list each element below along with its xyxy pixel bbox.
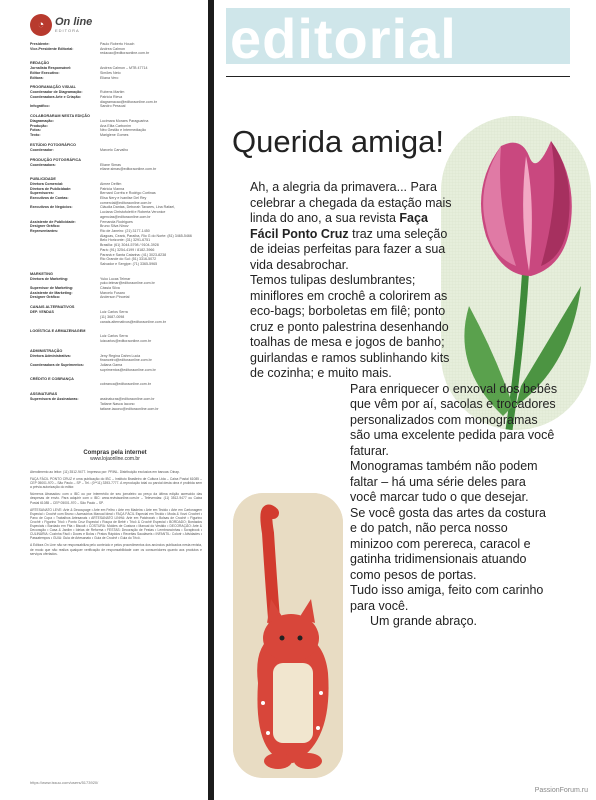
credit-role: Designer Gráfico:: [30, 295, 61, 300]
credit-name: Alagoas, Ceará, Paraíba, Rio G do Norte: (81) 3465-5466: [100, 233, 192, 238]
credits-section-heading: ADMINISTRAÇÃO: [30, 348, 63, 353]
credit-name: cobranca@editoraonline.com.br: [100, 382, 151, 387]
paragraph-3: Para enriquecer o enxoval dos bebês que vêm por aí, sacolas e trocadores personalizados com monogramas são uma excelente pedida para você faturar.: [350, 381, 558, 458]
logo-subtext: EDITORA: [55, 28, 80, 33]
credit-role: [30, 167, 100, 172]
fabric-cat-image: [233, 493, 343, 778]
watermark: PassionForum.ru: [534, 787, 588, 794]
credit-name: comercial@editoraonline.com.br: [100, 200, 152, 205]
credit-role: Supervisora de Assinaturas:: [30, 397, 79, 402]
credit-role: Diagramação:: [30, 119, 54, 124]
credit-name: Bruno Silva Ninov: [100, 224, 129, 229]
credit-role: Assistente de Publicidade:: [30, 219, 76, 224]
credit-role: [30, 382, 100, 387]
credits-section-heading: ESTÚDIO FOTOGRÁFICO: [30, 142, 76, 147]
credit-role: Executivos de Negócios:: [30, 205, 73, 210]
credit-name: Yuko Lucas Telmar: [100, 276, 131, 281]
credit-role: [30, 407, 100, 412]
credit-name: Juliana Gama: [100, 363, 123, 368]
credits-section-heading: PUBLICIDADE: [30, 176, 56, 181]
credit-row: [30, 167, 200, 172]
credit-row: [30, 368, 200, 373]
credit-row: [30, 76, 200, 81]
section-title: editorial: [230, 7, 457, 70]
credit-role: Diretora Administrativa:: [30, 353, 71, 358]
credit-name: tatiane.iacono@editoraonline.com.br: [100, 406, 159, 411]
paragraph-1-text: Ah, a alegria da primavera... Para celebrar a chegada da estação mais linda do ano, a sua revista Faça Fácil Ponto Cruz traz uma seleção de ideias perfeitas para fazer a sua vida desabrochar.: [250, 180, 452, 272]
online-shop-label: Compras pela internet: [83, 450, 147, 456]
paragraph-1: [232, 180, 456, 273]
credit-name: Luciana Christofoletti e Roberta Veronice: [100, 210, 166, 215]
logo-mark-icon: ◔: [30, 14, 52, 36]
credit-role: Presidente:: [30, 42, 50, 46]
credit-role: Diretora de Marketing:: [30, 276, 69, 281]
credits-section-heading: REDAÇÃO: [30, 61, 50, 66]
credit-name: Bernard Corrêa e Rodrigo Cortinas: [100, 191, 156, 196]
credit-name: yuko.telmar@editoraonline.com.br: [100, 281, 155, 286]
credit-role: [30, 368, 100, 373]
credit-row: [30, 295, 200, 300]
credit-role: Diretora de Publicidade:: [30, 186, 72, 191]
credit-role: Produção:: [30, 123, 48, 128]
credit-name: Mariglene Gomes: [100, 133, 129, 138]
credit-row: [30, 382, 200, 387]
credit-name: Belo Horizonte: (31) 3291-6751: [100, 238, 151, 243]
credit-name: Patricia Vianna: [100, 186, 125, 191]
fineprint-paragraph: FAÇA FÁCIL PONTO CRUZ é uma publicação do IBC – Instituto Brasileiro de Cultura Ltda – Caixa Postal 61085 – CEP 05001-970 – São Paulo – SP – Tel.: (0**11) 3393-7777. A reprodução total ou parcial desta obra é proibida sem a prévia autorização do editor.: [30, 477, 202, 490]
credit-name: (11) 3687-0098: [100, 314, 125, 319]
credit-role: [30, 320, 100, 325]
publisher-logo: [30, 14, 110, 38]
credit-role: [30, 339, 100, 344]
credit-row: [30, 51, 200, 56]
credit-name: Marcelo Fusaro: [100, 290, 125, 295]
credit-name: Ana Elita Carbonim: [100, 123, 131, 128]
credit-role: DEP. VENDAS: [30, 310, 54, 315]
credit-role: Diretora Comercial:: [30, 181, 64, 186]
credit-row: [30, 148, 200, 153]
credit-name: financeiro@editoraonline.com.br: [100, 358, 152, 363]
credit-row: [30, 104, 200, 109]
credit-name: diagramacao@editoraonline.com.br: [100, 99, 157, 104]
fineprint-paragraph: A Editora On Line não se responsabiliza pelo conteúdo e pelos procedimentos dos anúncios publicados nesta revista, de modo que não realiza qualquer verificação de responsabilidade com os consumidores quanto aos produtos e serviços ofertados.: [30, 543, 202, 556]
credits-section-heading: CANAIS ALTERNATIVOS: [30, 305, 75, 310]
credit-name: eliane.simas@editoraonline.com.br: [100, 167, 157, 172]
credit-name: Rio Grande do Sul: (51) 3316-5072: [100, 257, 157, 262]
paragraph-4: Monogramas também não podem faltar – há uma série deles para você marcar tudo o que desejar.: [350, 459, 538, 504]
credit-name: Luiz Carlos Serra: [100, 334, 128, 339]
credits-section-heading: PROGRAMAÇÃO VISUAL: [30, 85, 76, 90]
credit-name: suprimentos@editoraonline.com.br: [100, 367, 156, 372]
credit-name: Salvador e Sergipe: (71) 3365-5965: [100, 261, 158, 266]
credits-section-heading: MARKETING: [30, 271, 53, 276]
fineprint-paragraph: Atendimento ao leitor: (11) 3512-9477. Impresso por: PRINL. Distribuição exclusiva em bancas: Dinap.: [30, 470, 180, 474]
credit-name: Jeny Regina Dahm Lucia: [100, 353, 141, 358]
credit-role: Assistente de Marketing:: [30, 290, 73, 295]
credit-role: Editora:: [30, 75, 44, 80]
credit-name: Pará: (91) 3254-4199 / 8182-3966: [100, 247, 155, 252]
credit-name: Eliana Vero: [100, 75, 119, 80]
paragraph-5: Se você gosta das artes da costura e do patch, não perca nosso minizoo com perereca, caracol e gatinha tridimensionais atuando como pesos de portas.: [350, 505, 546, 582]
credit-name: Luiz Carlos Serra: [100, 310, 128, 315]
credits-section-heading: ASSINATURAS: [30, 392, 58, 397]
credit-name: Andrea Calmon: [100, 46, 125, 51]
credit-role: Supervisores:: [30, 191, 54, 196]
credit-role: Texto:: [30, 133, 41, 138]
credit-name: Patricia Rieva: [100, 94, 123, 99]
magazine-name: Faça Fácil Ponto Cruz: [250, 211, 428, 241]
credit-row: [30, 262, 200, 267]
credit-name: Paraná e Santa Catarina: (41) 3023-8238: [100, 252, 167, 257]
credit-role: Fotos:: [30, 128, 41, 133]
credit-row: [30, 407, 200, 412]
logo-text: On line: [55, 16, 93, 28]
online-shop-url[interactable]: www.lojaonline.com.br: [90, 456, 140, 462]
credits-list: [30, 42, 200, 411]
credit-name: Fernanda Rodrigues: [100, 219, 133, 224]
credit-name: Paulo Roberto Houch: [100, 42, 135, 46]
fineprint-paragraph: Números Atrasados: com o IBC ou por intermédio de seu jornaleiro ao preço da última edição acrescido das despesas de envio. Para adquirir com o IBC: www.revistaonline.com.br – Televendas: (11) 3512-9477 ou Caixa Postal 61085 – CEP 05001-970 – São Paulo – SP.: [30, 492, 202, 505]
credit-role: Supervisor de Marketing:: [30, 286, 74, 291]
paragraph-6: Tudo isso amiga, feito com carinho para você.: [350, 583, 544, 613]
credit-name: luizcarlos@editoraonline.com.br: [100, 338, 152, 343]
credit-name: Marcelo Carvalho: [100, 147, 129, 152]
credit-role: Executivos de Contas:: [30, 196, 69, 201]
online-shop-note: [30, 450, 200, 462]
credit-name: Rubens Martim: [100, 90, 125, 95]
credit-name: Rio de Janeiro: (21) 3177-1450: [100, 228, 150, 233]
credit-row: [30, 133, 200, 138]
credit-role: [30, 51, 100, 56]
column-divider: [208, 0, 214, 800]
credit-name: Cláudia Dantas, Deborah Tavares, Lina Rafael,: [100, 205, 176, 210]
credits-column: [0, 0, 208, 800]
credit-name: Sandro Pessoal: [100, 104, 126, 109]
credit-role: Designer Gráfico:: [30, 224, 61, 229]
issuu-link[interactable]: https://www.issuu.com/users/5173920/: [30, 780, 99, 785]
credit-name: redacao@editoraonline.com.br: [100, 51, 150, 56]
credit-role: Coordenador de Diagramação:: [30, 90, 83, 95]
credit-name: Aimee Delfim: [100, 181, 122, 186]
credit-role: Representantes:: [30, 228, 59, 233]
credits-section-heading: PRODUÇÃO FOTOGRÁFICA: [30, 157, 81, 162]
credit-row: [30, 339, 200, 344]
credit-role: Coordenadora de Suprimentos:: [30, 363, 84, 368]
credits-section-heading: COLABORARAM NESTA EDIÇÃO: [30, 114, 90, 119]
credit-role: Infográfico:: [30, 104, 50, 109]
credit-name: Brasília: (61) 3044-5798 / 9104-3928: [100, 243, 159, 248]
credits-section-heading: LOGÍSTICA E ARMAZENAGEM: [30, 329, 86, 334]
credit-name: Eliane Simas: [100, 162, 121, 167]
greeting: Querida amiga!: [232, 124, 444, 159]
paragraph-7: Um grande abraço.: [370, 614, 478, 628]
credit-role: Coordenadora Arte e Criação:: [30, 94, 81, 99]
credit-role: Vice-Presidente Editorial:: [30, 46, 74, 51]
credit-row: [30, 320, 200, 325]
credit-name: Lucimara Moraes Paraguarina: [100, 119, 149, 124]
credit-name: Tatiane Nasca Iacono: [100, 401, 135, 406]
credit-name: Anderson Pinoetal: [100, 295, 130, 300]
credit-role: [30, 262, 100, 267]
credits-section-heading: CRÉDITO E COBRANÇA: [30, 377, 74, 382]
credit-name: assinaturas@editoraonline.com.br: [100, 397, 155, 402]
credit-name: canais.alternativos@editoraonline.com.br: [100, 319, 166, 324]
credit-role: Jornalista Responsável:: [30, 66, 72, 71]
paragraph-2: Temos tulipas deslumbrantes; miniflores em crochê a colorirem as eco-bags; borboletas em filê; ponto cruz e ponto palestrina desenhando toalhas de mesa e jogos de banho; guirlandas e ramos sublinhando kits de cozinha; e muito mais.: [250, 273, 450, 380]
credit-name: agencias@editoraonline.com.br: [100, 214, 151, 219]
credit-name: Néo Gestão e Intermediação: [100, 128, 146, 133]
fineprint-paragraph: ARTESANATO LEVE: Arte & Decoupage • Arte em Feltro • Arte em Madeira • Arte em Tecido • Arte em Cartonagem Especial • Crochê com Bruno • Acessórios Manual Ideal • FAÇA FÁCIL Especial em Tecido • Moda & Vovó Crochet • Pano de Copa • Trabalhos Artesanais • ARTESANATO LINHA: Arte em Patchwork • Bolsas de Crochê • Figurino Crochê • Figurino Tricô • Ponto Cruz Especial • Roupa de Bebê • Tricô & Crochê Especial • BORDADO: Bordados Especiais • Bordado em Fita • Biscuit • COSTURA: Moldes de Costura • Manual do Vestido • DECORAÇÃO: Arte & Decoração • Casa & Jardim • Ideias de Reforma • FESTAS: Decoração de Festas • Lembrancinhas • Scrapbook • CULINÁRIA: Cozinha Fácil • Doces e Bolos • Pratos Rápidos • Receitas Saudáveis • INFANTIL: Colorir • Atividades • Passatempos • GUIA: Guia de Artesanato • Guia de Crochê • Guia do Tricô.: [30, 507, 202, 541]
fineprint: [30, 470, 202, 559]
credit-name: Andrea Calmon – MTB 47714: [100, 66, 148, 71]
title-rule: [226, 76, 570, 77]
credit-role: Editor Executivo:: [30, 70, 60, 75]
credit-name: Cássia Silva: [100, 286, 120, 291]
credit-name: Simões Neto: [100, 70, 121, 75]
credit-name: Elisa Nery e Ivanilse Del Rey: [100, 196, 147, 201]
credit-role: Coordenador:: [30, 147, 54, 152]
credit-role: Coordenadora:: [30, 162, 56, 167]
